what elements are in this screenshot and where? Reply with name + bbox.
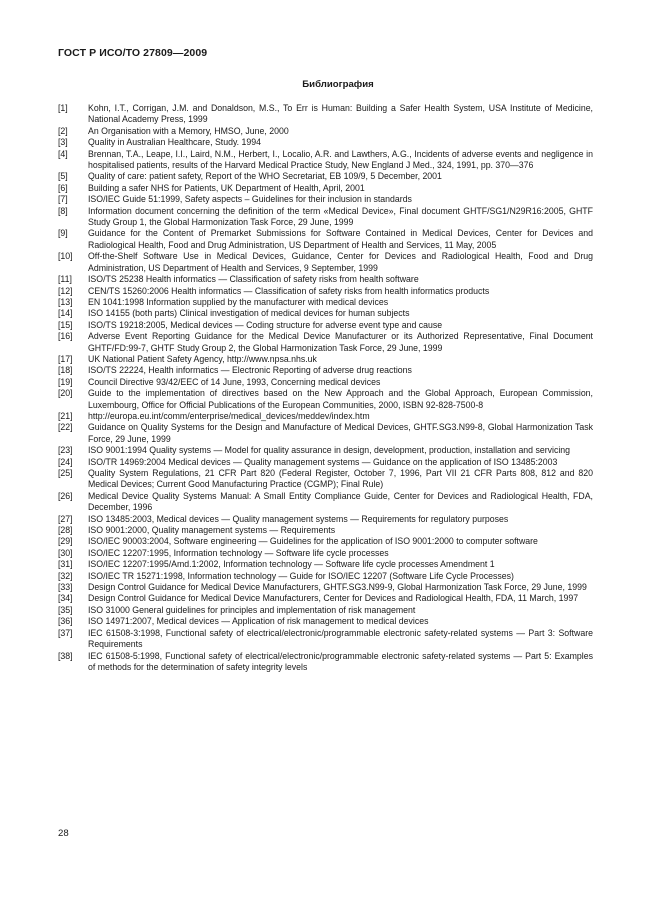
- entry-text: CEN/TS 15260:2006 Health informatics — Classification of safety risks from health informatics products: [88, 285, 490, 296]
- bibliography-entry: [58, 388, 593, 411]
- entry-number: [3]: [58, 137, 68, 148]
- entry-number: [17]: [58, 353, 73, 364]
- bibliography-entry: [58, 149, 593, 172]
- bibliography-entry: [58, 126, 593, 137]
- entry-text: IEC 61508-3:1998, Functional safety of electrical/electronic/programmable electronic safety-related systems — Part 3: Software Requirements: [88, 627, 593, 650]
- bibliography-entry: [58, 445, 593, 456]
- bibliography-entry: [58, 559, 593, 570]
- page-number: 28: [58, 828, 69, 839]
- entry-text: http://europa.eu.int/comm/enterprise/medical_devices/meddev/index.htm: [88, 410, 370, 421]
- bibliography-entry: [58, 103, 593, 126]
- entry-text: Adverse Event Reporting Guidance for the Medical Device Manufacturer or its Authorized Representative, Final Document GHTF/FD:99-7, GHTF Study Group 2, the Global Harmonization Task Force, 29 June, 1999: [88, 331, 593, 353]
- entry-number: [12]: [58, 285, 73, 296]
- bibliography-list: [58, 103, 593, 673]
- entry-number: [16]: [58, 331, 73, 342]
- bibliography-entry: [58, 251, 593, 274]
- entry-text: Information document concerning the definition of the term «Medical Device», Final document GHTF/SG1/N29R16:2005, GHTF Study Group 1, the Global Harmonization Task Force, 29 June, 1999: [88, 205, 593, 228]
- entry-number: [18]: [58, 365, 73, 376]
- entry-text: ISO/IEC 12207:1995/Amd.1:2002, Information technology — Software life cycle processes Amendment 1: [88, 559, 495, 570]
- entry-text: Off-the-Shelf Software Use in Medical Devices, Guidance, Center for Devices and Radiological Health, Food and Drug Administration, US Department of Health and Services, 9 September, 1999: [88, 251, 593, 273]
- bibliography-entry: [58, 468, 593, 491]
- bibliography-entry: [58, 422, 593, 445]
- entry-number: [7]: [58, 194, 68, 205]
- entry-text: Brennan, T.A., Leape, I.I., Laird, N.M., Herbert, I., Localio, A.R. and Lawthers, A.G., Incidents of adverse events and negligence in hospitalised patients, results of the Harvard Medical Practice Study, New England J Med., 324, 1991, pp. 370—376: [88, 148, 593, 171]
- entry-number: [8]: [58, 205, 68, 216]
- bibliography-entry: [58, 297, 593, 308]
- bibliography-entry: [58, 137, 593, 148]
- entry-number: [1]: [58, 103, 68, 113]
- entry-text: Council Directive 93/42/EEC of 14 June, 1993, Concerning medical devices: [88, 376, 381, 387]
- entry-text: ISO/IEC 90003:2004, Software engineering — Guidelines for the application of ISO 9001:2000 to computer software: [88, 536, 538, 547]
- bibliography-entry: [58, 331, 593, 354]
- bibliography-entry: [58, 593, 593, 604]
- bibliography-entry: [58, 491, 593, 514]
- entry-number: [24]: [58, 456, 73, 467]
- bibliography-entry: [58, 514, 593, 525]
- entry-text: Guidance for the Content of Premarket Submissions for Software Contained in Medical Devices, Center for Devices and Radiological Health, Food and Drug Administration, US Department of Health and Services, 11 May, 2005: [88, 228, 593, 250]
- entry-text: ISO/TS 19218:2005, Medical devices — Coding structure for adverse event type and cause: [88, 319, 443, 330]
- entry-text: Guide to the implementation of directives based on the New Approach and the Global Approach, European Commission, Luxembourg, Office for Official Publications of the European Communities, 2000, ISBN 92-828-7500-8: [88, 388, 593, 410]
- entry-number: [4]: [58, 148, 68, 159]
- entry-number: [34]: [58, 593, 73, 604]
- entry-number: [19]: [58, 376, 73, 387]
- entry-text: ISO/IEC 12207:1995, Information technology — Software life cycle processes: [88, 547, 389, 558]
- entry-text: Building a safer NHS for Patients, UK Department of Health, April, 2001: [88, 182, 365, 193]
- page-header: ГОСТ Р ИСО/ТО 27809—2009: [58, 47, 208, 59]
- entry-number: [9]: [58, 228, 68, 239]
- entry-number: [35]: [58, 604, 73, 615]
- entry-text: ISO 31000 General guidelines for principles and implementation of risk management: [88, 604, 416, 615]
- entry-text: ISO 9001:2000, Quality management systems — Requirements: [88, 525, 336, 536]
- entry-number: [5]: [58, 171, 68, 182]
- bibliography-entry: [58, 616, 593, 627]
- bibliography-entry: [58, 605, 593, 616]
- entry-number: [23]: [58, 445, 73, 456]
- bibliography-entry: [58, 651, 593, 674]
- entry-number: [11]: [58, 274, 72, 285]
- entry-text: Quality in Australian Healthcare, Study. 1994: [88, 137, 261, 148]
- section-title: Библиография: [302, 79, 374, 90]
- entry-text: ISO/TS 25238 Health informatics — Classification of safety risks from health software: [88, 274, 419, 285]
- bibliography-entry: [58, 571, 593, 582]
- entry-number: [32]: [58, 570, 73, 581]
- bibliography-entry: [58, 411, 593, 422]
- entry-number: [20]: [58, 388, 73, 399]
- entry-number: [22]: [58, 422, 73, 433]
- entry-number: [33]: [58, 582, 73, 593]
- bibliography-entry: [58, 183, 593, 194]
- entry-text: ISO 14155 (both parts) Clinical investigation of medical devices for human subjects: [88, 308, 410, 319]
- bibliography-entry: [58, 354, 593, 365]
- entry-text: ISO 13485:2003, Medical devices — Quality management systems — Requirements for regulatory purposes: [88, 513, 509, 524]
- entry-text: An Organisation with a Memory, HMSO, June, 2000: [88, 125, 289, 136]
- entry-text: Design Control Guidance for Medical Device Manufacturers, Center for Devices and Radiological Health, FDA, 11 March, 1997: [88, 593, 579, 604]
- entry-text: Quality of care: patient safety, Report of the WHO Secretariat, EB 109/9, 5 December, 2001: [88, 171, 442, 182]
- entry-number: [10]: [58, 251, 73, 262]
- entry-number: [26]: [58, 490, 73, 501]
- entry-text: Medical Device Quality Systems Manual: A Small Entity Compliance Guide, Center for Devices and Radiological Health, FDA, December, 1996: [88, 490, 593, 513]
- entry-text: ISO/TS 22224, Health informatics — Electronic Reporting of adverse drug reactions: [88, 365, 412, 376]
- bibliography-entry: [58, 194, 593, 205]
- entry-text: ISO 14971:2007, Medical devices — Application of risk management to medical devices: [88, 616, 429, 627]
- entry-text: Kohn, I.T., Corrigan, J.M. and Donaldson, M.S., To Err is Human: Building a Safer Health System, USA Institute of Medicine, National Academy Press, 1999: [88, 103, 593, 125]
- entry-text: ISO/IEC Guide 51:1999, Safety aspects – Guidelines for their inclusion in standards: [88, 194, 412, 205]
- entry-text: ISO/TR 14969:2004 Medical devices — Quality management systems — Guidance on the application of ISO 13485:2003: [88, 456, 558, 467]
- entry-text: UK National Patient Safety Agency, http://www.npsa.nhs.uk: [88, 353, 317, 364]
- entry-number: [25]: [58, 468, 73, 478]
- bibliography-entry: [58, 286, 593, 297]
- bibliography-entry: [58, 274, 593, 285]
- entry-number: [13]: [58, 296, 73, 307]
- entry-number: [6]: [58, 182, 68, 193]
- bibliography-entry: [58, 582, 593, 593]
- entry-text: ISO/IEC TR 15271:1998, Information technology — Guide for ISO/IEC 12207 (Software Life Cycle Processes): [88, 570, 514, 581]
- entry-text: Design Control Guidance for Medical Device Manufacturers, GHTF.SG3.N99-9, Global Harmonization Task Force, 29 June, 1999: [88, 582, 587, 593]
- entry-number: [29]: [58, 536, 73, 547]
- entry-number: [30]: [58, 547, 73, 558]
- entry-number: [37]: [58, 627, 73, 638]
- entry-number: [15]: [58, 319, 73, 330]
- entry-text: EN 1041:1998 Information supplied by the manufacturer with medical devices: [88, 296, 389, 307]
- bibliography-entry: [58, 548, 593, 559]
- bibliography-entry: [58, 308, 593, 319]
- entry-text: IEC 61508-5:1998, Functional safety of electrical/electronic/programmable electronic safety-related systems — Part 5: Examples of methods for the determination of safety integrity levels: [88, 650, 593, 672]
- bibliography-entry: [58, 628, 593, 651]
- entry-text: Quality System Regulations, 21 CFR Part 820 (Federal Register, October 7, 1996, Part VII 21 CFR Parts 808, 812 and 820 Medical Devices; Current Good Manufacturing Practice (CGMP); Final Rule): [88, 468, 593, 490]
- bibliography-entry: [58, 525, 593, 536]
- bibliography-entry: [58, 365, 593, 376]
- entry-number: [14]: [58, 308, 73, 319]
- bibliography-entry: [58, 457, 593, 468]
- entry-number: [2]: [58, 125, 68, 136]
- bibliography-entry: [58, 320, 593, 331]
- entry-number: [38]: [58, 650, 73, 661]
- bibliography-entry: [58, 171, 593, 182]
- entry-number: [27]: [58, 513, 73, 524]
- entry-number: [31]: [58, 559, 73, 570]
- entry-number: [21]: [58, 410, 73, 421]
- entry-text: ISO 9001:1994 Quality systems — Model for quality assurance in design, development, production, installation and servicing: [88, 445, 570, 456]
- bibliography-entry: [58, 206, 593, 229]
- bibliography-entry: [58, 377, 593, 388]
- entry-text: Guidance on Quality Systems for the Design and Manufacture of Medical Devices, GHTF.SG3.N99-8, Global Harmonization Task Force, 29 June, 1999: [88, 422, 593, 444]
- bibliography-entry: [58, 228, 593, 251]
- bibliography-entry: [58, 536, 593, 547]
- entry-number: [36]: [58, 616, 73, 627]
- entry-number: [28]: [58, 525, 73, 536]
